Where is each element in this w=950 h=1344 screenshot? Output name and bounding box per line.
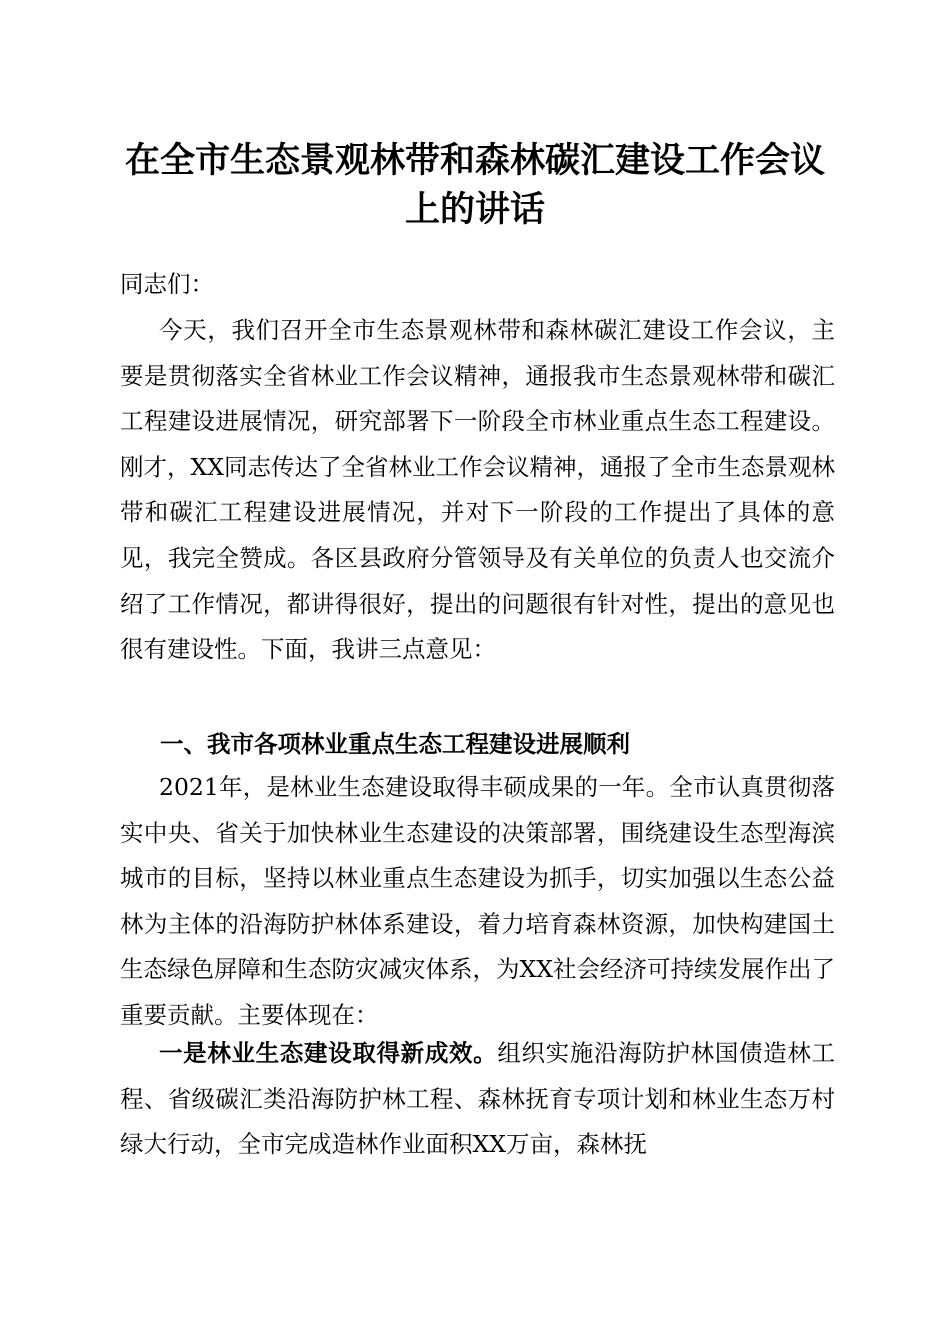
paragraph-point-one-lead: 一是林业生态建设取得新成效。 <box>159 1039 498 1067</box>
paragraph-opening: 今天，我们召开全市生态景观林带和森林碳汇建设工作会议，主要是贯彻落实全省林业工作会议精神，通报我市生态景观林带和碳汇工程建设进展情况，研究部署下一阶段全市林业重点生态工程建设。刚才，XX同志传达了全省林业工作会议精神，通报了全市生态景观林带和碳汇工程建设进展情况，并对下一阶段的工作提出了具体的意见，我完全赞成。各区县政府分管领导及有关单位的负责人也交流介绍了工作情况，都讲得很好，提出的问题很有针对性，提出的意见也很有建设性。下面，我讲三点意见： <box>120 316 835 664</box>
section-heading-1: 一、我市各项林业重点生态工程建设进展顺利 <box>160 730 630 758</box>
document-title-line-2: 上的讲话 <box>404 189 545 230</box>
paragraph-point-one-body: 组织实施沿海防护林国债造林工程、省级碳汇类沿海防护林工程、森林抚育专项计划和林业生态万村绿大行动，全市完成造林作业面积XX万亩，森林抚 <box>120 1039 836 1159</box>
paragraph-achievements: 2021年，是林业生态建设取得丰硕成果的一年。全市认真贯彻落实中央、省关于加快林业生态建设的决策部署，围绕建设生态型海滨城市的目标，坚持以林业重点生态建设为抓手，切实加强以生态公益林为主体的沿海防护林体系建设，着力培育森林资源，加快构建国土生态绿色屏障和生态防灾减灾体系，为XX社会经济可持续发展作出了重要贡献。主要体现在： <box>120 773 835 1029</box>
document-title-line-1: 在全市生态景观林带和森林碳汇建设工作会议 <box>124 140 825 181</box>
paragraph-point-one <box>120 1031 835 1168</box>
salutation: 同志们： <box>120 270 214 298</box>
